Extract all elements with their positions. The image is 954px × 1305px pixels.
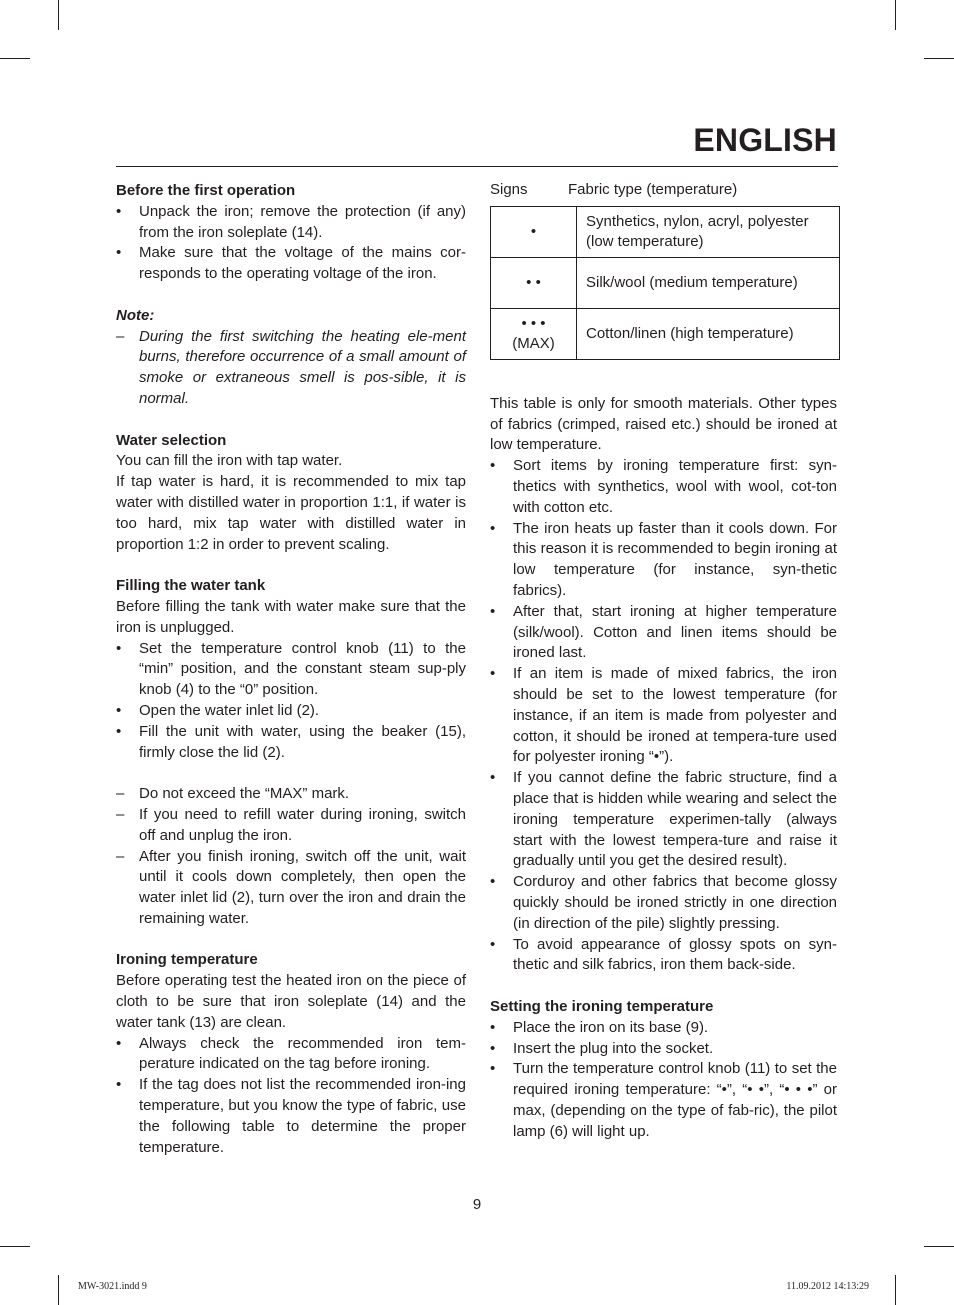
page-title: ENGLISH xyxy=(693,122,837,158)
crop-mark xyxy=(924,58,954,59)
fabric-cell: Silk/wool (medium temperature) xyxy=(577,257,840,308)
crop-mark xyxy=(58,1275,59,1305)
list-item: • To avoid appearance of glossy spots on syn-thetic and silk fabrics, iron them back-side. xyxy=(490,935,837,974)
table-row xyxy=(491,308,840,359)
fabric-cell: Synthetics, nylon, acryl, polyester (low temperature) xyxy=(577,206,840,257)
list-item: • Place the iron on its base (9). xyxy=(490,1018,709,1036)
section-heading: Water selection xyxy=(116,431,227,449)
list-item: • Sort items by ironing temperature first: syn-thetics with synthetics, wool with wool, cot-ton with cotton etc. xyxy=(490,457,837,516)
table-row xyxy=(491,206,840,257)
signs-label: Signs xyxy=(490,181,528,198)
crop-mark xyxy=(895,0,896,30)
section-heading: Before the first operation xyxy=(116,182,296,199)
list-item: – During the first switching the heating ele-ment burns, therefore occurrence of a small amount of smoke or extraneous smell is pos-sible, it is normal. xyxy=(116,327,466,407)
list-item: • Make sure that the voltage of the mains cor-responds to the operating voltage of the iron. xyxy=(116,244,466,283)
section-heading: Setting the ironing temperature xyxy=(490,997,714,1015)
right-column xyxy=(490,180,837,1142)
footer-file: MW-3021.indd 9 xyxy=(78,1281,147,1292)
fabric-cell: Cotton/linen (high temperature) xyxy=(577,308,840,359)
left-column xyxy=(116,181,466,1158)
paragraph: You can fill the iron with tap water. xyxy=(116,452,343,470)
crop-mark xyxy=(924,1246,954,1247)
paragraph: Before operating test the heated iron on the piece of cloth to be sure that iron soleplate (14) and the water tank (13) are clean. xyxy=(116,972,466,1031)
section-heading: Ironing temperature xyxy=(116,951,258,969)
list-item: • Turn the temperature control knob (11) to set the required ironing temperature: “•”, “• •”, “• • •” or max, (depending on the type of fab-ric), the pilot lamp (6) will light up. xyxy=(490,1060,837,1140)
sign-cell: • • • (MAX) xyxy=(491,308,577,359)
table-header xyxy=(490,180,837,201)
crop-mark xyxy=(0,1246,30,1247)
temperature-table xyxy=(490,206,840,360)
list-item: • After that, start ironing at higher temperature (silk/wool). Cotton and linen items should be ironed last. xyxy=(490,602,837,662)
list-item: • Insert the plug into the socket. xyxy=(490,1039,714,1057)
page-number: 9 xyxy=(472,1196,482,1213)
list-item: • Open the water inlet lid (2). xyxy=(116,701,320,719)
section-heading: Filling the water tank xyxy=(116,577,266,595)
note-heading: Note: xyxy=(116,306,155,324)
fabric-label: Fabric type (temperature) xyxy=(568,181,738,198)
crop-mark xyxy=(0,58,30,59)
list-item: • Always check the recommended iron tem-perature indicated on the tag before ironing. xyxy=(116,1034,466,1073)
list-item: • The iron heats up faster than it cools down. For this reason it is recommended to begin ironing at low temperature (for instance, syn-thetic fabrics). xyxy=(490,519,837,599)
list-item: • Set the temperature control knob (11) to the “min” position, and the constant steam sup-ply knob (4) to the “0” position. xyxy=(116,639,466,699)
table-row xyxy=(491,257,840,308)
header-rule xyxy=(116,166,838,167)
list-item: – If you need to refill water during ironing, switch off and unplug the iron. xyxy=(116,805,466,844)
paragraph: If tap water is hard, it is recommended to mix tap water with distilled water in proportion 1:1, if water is too hard, mix tap water with distilled water in proportion 1:2 in order to prevent scaling. xyxy=(116,473,466,553)
list-item: • If the tag does not list the recommended iron-ing temperature, but you know the type of fabric, use the following table to determine the proper temperature. xyxy=(116,1076,466,1156)
list-item: • If an item is made of mixed fabrics, the iron should be set to the lowest temperature (for instance, if an item is made from polyester and cotton, it should be ironed at tempera-ture used for polyester ironing “•”). xyxy=(490,665,837,766)
paragraph: This table is only for smooth materials. Other types of fabrics (crimped, raised etc.) should be ironed at low temperature. xyxy=(490,394,837,454)
footer-datetime: 11.09.2012 14:13:29 xyxy=(786,1281,869,1292)
list-item: • Unpack the iron; remove the protection (if any) from the iron soleplate (14). xyxy=(116,202,466,241)
crop-mark xyxy=(58,0,59,30)
sign-cell: • • xyxy=(491,257,577,308)
list-item: – Do not exceed the “MAX” mark. xyxy=(116,785,350,803)
paragraph: Before filling the tank with water make sure that the iron is unplugged. xyxy=(116,597,466,636)
list-item: • Corduroy and other fabrics that become glossy quickly should be ironed strictly in one direction (in direction of the pile) slightly pressing. xyxy=(490,873,837,932)
list-item: – After you finish ironing, switch off the unit, wait until it cools down completely, then open the water inlet lid (2), turn over the iron and drain the remaining water. xyxy=(116,847,466,927)
sign-cell: • xyxy=(491,206,577,257)
list-item: • If you cannot define the fabric structure, find a place that is hidden while wearing and select the ironing temperature experimen-tally (always start with the lowest tempera-ture and raise it gradually until you get the desired result). xyxy=(490,769,837,870)
list-item: • Fill the unit with water, using the beaker (15), firmly close the lid (2). xyxy=(116,722,466,761)
crop-mark xyxy=(895,1275,896,1305)
